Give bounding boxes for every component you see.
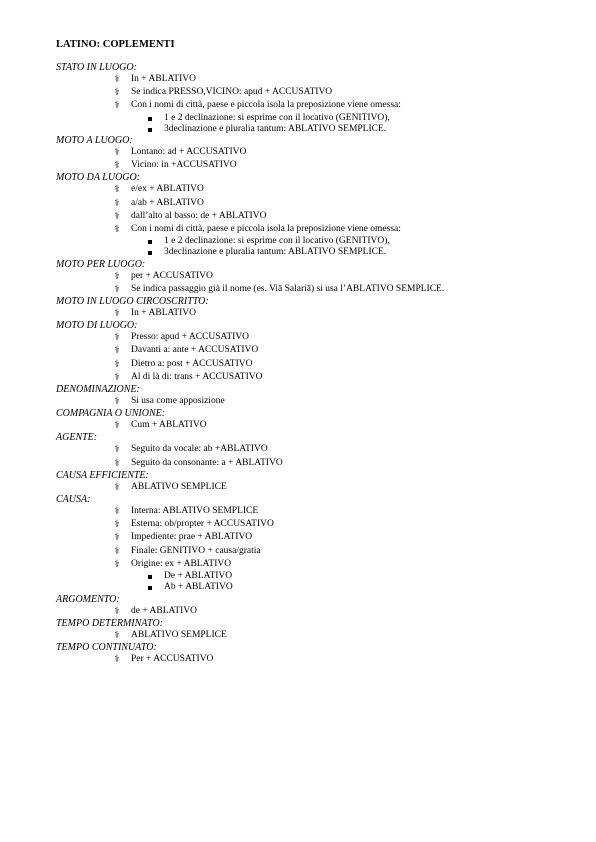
list-item-text: Interna: ABLATIVO SEMPLICE <box>131 506 259 517</box>
square-bullet-icon <box>148 586 152 590</box>
list-item <box>56 518 556 531</box>
item-list <box>56 653 556 666</box>
square-bullet-icon <box>148 251 152 255</box>
caduceus-bullet-icon: ⚕ <box>114 224 120 236</box>
section-heading: MOTO A LUOGO: <box>56 135 133 147</box>
square-bullet-icon <box>148 240 152 244</box>
caduceus-bullet-icon: ⚕ <box>114 457 120 469</box>
list-item-text: Davanti a: ante + ACCUSATIVO <box>131 345 259 356</box>
list-item-text: Impediente: prae + ABLATIVO <box>131 532 253 543</box>
list-item-text: Con i nomi di città, paese e piccola isola la preposizione viene omessa: <box>131 100 401 111</box>
list-item <box>56 270 556 283</box>
list-item-text: Esterna: ob/propter + ACCUSATIVO <box>131 519 274 530</box>
document-page <box>56 38 556 666</box>
list-item <box>56 99 556 112</box>
caduceus-bullet-icon: ⚕ <box>114 545 120 557</box>
item-list <box>56 270 556 296</box>
list-item <box>56 73 556 86</box>
item-list <box>56 443 556 469</box>
section <box>56 296 556 320</box>
square-bullet-icon <box>148 128 152 132</box>
list-item <box>56 545 556 558</box>
sub-list-item-text: 1 e 2 declinazione: si esprime con il locativo (GENITIVO), <box>164 236 390 247</box>
list-item-text: ABLATIVO SEMPLICE <box>131 629 227 640</box>
section <box>56 432 556 469</box>
list-item <box>56 223 556 236</box>
list-item-text: a/ab + ABLATIVO <box>131 197 204 208</box>
list-item-text: In + ABLATIVO <box>131 308 196 319</box>
caduceus-bullet-icon: ⚕ <box>114 184 120 196</box>
sub-item-list <box>56 113 556 135</box>
list-item-text: Origine: ex + ABLATIVO <box>131 558 232 569</box>
list-item <box>56 653 556 666</box>
square-bullet-icon <box>148 117 152 121</box>
caduceus-bullet-icon: ⚕ <box>114 210 120 222</box>
list-item <box>56 86 556 99</box>
item-list <box>56 629 556 642</box>
sections-container <box>56 62 556 666</box>
list-item-text: Lontano: ad + ACCUSATIVO <box>131 147 247 158</box>
list-item <box>56 358 556 371</box>
list-item-text: e/ex + ABLATIVO <box>131 184 204 195</box>
caduceus-bullet-icon: ⚕ <box>114 519 120 531</box>
section <box>56 384 556 408</box>
list-item <box>56 481 556 494</box>
section-heading: CAUSA EFFICIENTE: <box>56 469 149 481</box>
caduceus-bullet-icon: ⚕ <box>114 532 120 544</box>
list-item-text: Se indica passaggio già il nome (es. Viā Salariā) si usa l’ABLATIVO SEMPLICE. <box>131 283 445 294</box>
section-heading: ARGOMENTO: <box>56 593 120 605</box>
list-item <box>56 307 556 320</box>
caduceus-bullet-icon: ⚕ <box>114 396 120 408</box>
item-list <box>56 605 556 618</box>
caduceus-bullet-icon: ⚕ <box>114 444 120 456</box>
list-item <box>56 443 556 456</box>
item-list <box>56 395 556 408</box>
list-item <box>56 183 556 196</box>
item-list <box>56 419 556 432</box>
list-item-text: Finale: GENITIVO + causa/gratia <box>131 545 261 556</box>
section-heading: MOTO DI LUOGO: <box>56 320 138 332</box>
list-item <box>56 159 556 172</box>
sub-list-item <box>56 236 556 247</box>
section-heading: TEMPO DETERMINATO: <box>56 617 163 629</box>
caduceus-bullet-icon: ⚕ <box>114 332 120 344</box>
caduceus-bullet-icon: ⚕ <box>114 345 120 357</box>
sub-item-list <box>56 236 556 258</box>
caduceus-bullet-icon: ⚕ <box>114 270 120 282</box>
sub-list-item-text: 3declinazione e pluralia tantum: ABLATIVO SEMPLICE. <box>164 123 387 134</box>
caduceus-bullet-icon: ⚕ <box>114 629 120 641</box>
caduceus-bullet-icon: ⚕ <box>114 160 120 172</box>
list-item-text: Se indica PRESSO,VICINO: apud + ACCUSATIVO <box>131 87 333 98</box>
section-heading: CAUSA: <box>56 494 91 506</box>
list-item-text: Per + ACCUSATIVO <box>131 653 214 664</box>
item-list <box>56 505 556 593</box>
section-heading: MOTO IN LUOGO CIRCOSCRITTO: <box>56 296 209 308</box>
list-item-text: Vicino: in +ACCUSATIVO <box>131 160 237 171</box>
list-item-text: per + ACCUSATIVO <box>131 270 213 281</box>
section <box>56 259 556 296</box>
list-item-text: de + ABLATIVO <box>131 605 198 616</box>
section-heading: STATO IN LUOGO: <box>56 62 137 73</box>
caduceus-bullet-icon: ⚕ <box>114 653 120 665</box>
list-item-text: Con i nomi di città, paese e piccola isola la preposizione viene omessa: <box>131 224 401 235</box>
caduceus-bullet-icon: ⚕ <box>114 481 120 493</box>
section <box>56 172 556 258</box>
sub-list-item-text: 3declinazione e pluralia tantum: ABLATIVO SEMPLICE. <box>164 247 387 258</box>
list-item <box>56 457 556 470</box>
list-item <box>56 210 556 223</box>
sub-list-item-text: De + ABLATIVO <box>164 571 233 582</box>
list-item-text: ABLATIVO SEMPLICE <box>131 481 227 492</box>
caduceus-bullet-icon: ⚕ <box>114 74 120 85</box>
caduceus-bullet-icon: ⚕ <box>114 506 120 518</box>
list-item <box>56 146 556 159</box>
section <box>56 320 556 384</box>
list-item-text: In + ABLATIVO <box>131 74 196 84</box>
caduceus-bullet-icon: ⚕ <box>114 605 120 617</box>
item-list <box>56 146 556 172</box>
caduceus-bullet-icon: ⚕ <box>114 358 120 370</box>
caduceus-bullet-icon: ⚕ <box>114 197 120 209</box>
section <box>56 62 556 135</box>
list-item <box>56 344 556 357</box>
section <box>56 494 556 593</box>
caduceus-bullet-icon: ⚕ <box>114 100 120 112</box>
item-list <box>56 331 556 384</box>
list-item <box>56 283 556 296</box>
section-heading: MOTO DA LUOGO: <box>56 172 141 184</box>
list-item-text: Cum + ABLATIVO <box>131 420 207 431</box>
list-item <box>56 629 556 642</box>
section-heading: MOTO PER LUOGO: <box>56 258 146 270</box>
section-heading: DENOMINAZIONE: <box>56 384 140 396</box>
list-item-text: Dietro a: post + ACCUSATIVO <box>131 358 253 369</box>
item-list <box>56 183 556 258</box>
caduceus-bullet-icon: ⚕ <box>114 558 120 570</box>
list-item-text: Si usa come apposizione <box>131 396 225 407</box>
item-list <box>56 481 556 494</box>
section <box>56 618 556 642</box>
sub-item-list <box>56 571 556 593</box>
caduceus-bullet-icon: ⚕ <box>114 308 120 320</box>
list-item-text: Seguito da consonante: a + ABLATIVO <box>131 457 283 468</box>
list-item-text: dall’alto al basso: de + ABLATIVO <box>131 210 267 221</box>
list-item <box>56 605 556 618</box>
list-item <box>56 531 556 544</box>
section-heading: TEMPO CONTINUATO: <box>56 641 157 653</box>
list-item-text: Al di là di: trans + ACCUSATIVO <box>131 371 263 382</box>
section <box>56 594 556 618</box>
sub-list-item <box>56 571 556 582</box>
sub-list-item <box>56 124 556 135</box>
sub-list-item <box>56 113 556 124</box>
list-item-text: Seguito da vocale: ab +ABLATIVO <box>131 444 268 455</box>
sub-list-item <box>56 582 556 593</box>
list-item <box>56 505 556 518</box>
section <box>56 642 556 666</box>
section <box>56 135 556 172</box>
document-title: LATINO: COPLEMENTI <box>56 39 175 50</box>
section <box>56 470 556 494</box>
list-item <box>56 395 556 408</box>
list-item <box>56 558 556 571</box>
sub-list-item-text: Ab + ABLATIVO <box>164 582 233 593</box>
caduceus-bullet-icon: ⚕ <box>114 371 120 383</box>
list-item-text: Presso: apud + ACCUSATIVO <box>131 332 250 343</box>
list-item <box>56 419 556 432</box>
list-item <box>56 197 556 210</box>
list-item <box>56 371 556 384</box>
caduceus-bullet-icon: ⚕ <box>114 420 120 432</box>
section <box>56 408 556 432</box>
sub-list-item <box>56 247 556 258</box>
sub-list-item-text: 1 e 2 declinazione: si esprime con il locativo (GENITIVO), <box>164 112 390 123</box>
section-heading: COMPAGNIA O UNIONE: <box>56 408 166 420</box>
item-list <box>56 307 556 320</box>
section-heading: AGENTE: <box>56 432 98 444</box>
square-bullet-icon <box>148 575 152 579</box>
caduceus-bullet-icon: ⚕ <box>114 87 120 99</box>
caduceus-bullet-icon: ⚕ <box>114 283 120 295</box>
caduceus-bullet-icon: ⚕ <box>114 147 120 159</box>
item-list <box>56 73 556 135</box>
list-item <box>56 331 556 344</box>
